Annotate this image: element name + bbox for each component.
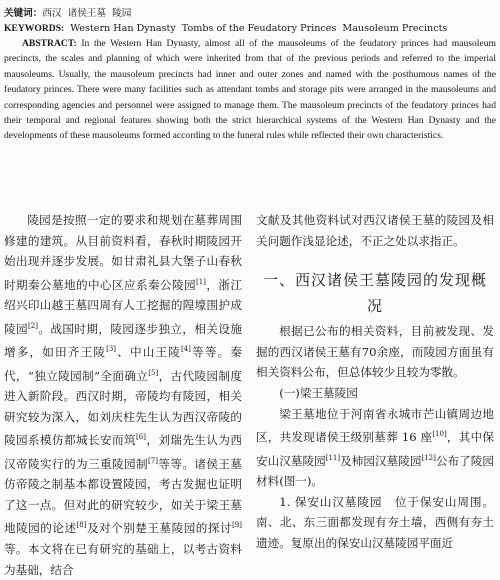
text-run: ，古代陵园制度进入新阶段。西汉时期，帝陵均有陵园，相关研究较为深入，如刘庆柱先生认为西汉帝陵的陵园系模仿都城长安而筑 — [4, 368, 242, 448]
citation: [11] — [325, 453, 341, 462]
keyword-cn-3: 陵园 — [112, 8, 132, 19]
keywords-en — [4, 21, 496, 36]
citation: [8] — [76, 521, 87, 530]
front-matter — [4, 6, 496, 144]
body-paragraph-baoanshan: 1. 保安山汉墓陵园 位于保安山周围。南、北、东三面都发现有夯土墙，西侧有夯土遗迹。复原出的保安山汉墓陵园平面近 — [256, 494, 494, 550]
text-run: 公布了陵园材料(图一)。 — [256, 453, 494, 489]
text-run: ，刘瑞先生认为西汉帝陵实行的为三重陵园制 — [4, 433, 242, 471]
citation: [4] — [181, 345, 191, 354]
text-run: 等等。秦代，“独立陵园制”全面确立 — [4, 345, 242, 383]
section-title: 一、西汉诸侯王墓陵园的发现概况 — [262, 271, 487, 316]
text-run: 。战国时期，陵园逐步独立，相关设施增多，如田齐王陵 — [4, 321, 242, 360]
text-run: ，浙江绍兴印山越王墓四周有人工挖掘的隍壕围护成陵园 — [4, 277, 242, 336]
keywords-cn — [4, 6, 496, 21]
subsection-title: (一)梁王墓陵园 — [279, 385, 358, 400]
citation: [9] — [232, 521, 242, 530]
citation: [2] — [28, 321, 38, 330]
text-run: 、中山王陵 — [116, 345, 181, 360]
citation: [5] — [148, 368, 159, 377]
abstract — [4, 36, 496, 144]
citation: [3] — [106, 345, 117, 354]
keyword-cn-2: 诸侯王墓 — [67, 8, 107, 19]
body-paragraph-continued: 文献及其他资料试对西汉诸侯王墓的陵园及相关问题作浅显论述，不正之处以求指正。 — [256, 213, 494, 248]
citation: [7] — [148, 456, 158, 465]
text-run: 陵园是按照一定的要求和规划在墓葬周围修建的建筑。从目前资料看，春秋时期陵园开始出现并逐步发展。如甘肃礼县大堡子山春秋时期秦公墓地的中心区应系秦公陵园 — [4, 213, 242, 292]
text-run: 梁王墓地位于河南省永城市芒山镇周边地区，共发现诸侯王级别墓葬 16 座 — [256, 406, 494, 445]
keywords-en-label: KEYWORDS: — [4, 23, 65, 34]
citation: [10] — [432, 430, 447, 439]
abstract-text: In the Western Han Dynasty, almost all of the mausoleums of the feudatory princes had mausoleum precincts, the scales and planning of which were inherited from that of the previous periods and referred to the imperial mausoleums. Usually, the mausoleum precincts had inner and outer zones and named with the posthumous names of the feudatory princes. There were many facilities such as attendant tombs and storage pits were arranged in the mausoleums and corresponding agencies and personnel were assigned to manage them. The mausoleum precincts of the feudatory princes had their temporal and regional features showing both the strict hierarchical systems of the Western Han Dynasty and the developments of these mausoleums formed according to the funeral rules while reflected their own characteristics. — [4, 38, 496, 142]
keyword-en-3: Mausoleum Precincts — [342, 23, 448, 34]
text-run: 及柿园汉墓陵园 — [340, 453, 422, 468]
text-run: ，其中保安山汉墓陵园 — [256, 430, 494, 468]
citation: [12] — [421, 453, 436, 462]
text-run: 等等。诸侯王墓仿帝陵之制基本都设置陵园，考古发掘也证明了这一点。但对此的研究较少，如关于梁王墓地陵园的论述 — [4, 456, 242, 536]
citation: [1] — [196, 277, 206, 286]
body-paragraph-liang — [256, 404, 494, 492]
keyword-en-2: Tombs of the Feudatory Princes — [181, 23, 337, 34]
keywords-cn-label: 关键词： — [4, 8, 43, 19]
right-column — [256, 210, 494, 553]
text-run: 及对个别楚王墓陵园的探讨 — [86, 521, 233, 536]
body-paragraph-overview: 根据已公布的相关资料，目前被发现、发掘的西汉诸侯王墓有70余座，而陵园方面虽有相关资料公布，但总体较少且较为零散。 — [256, 324, 494, 380]
keyword-cn-1: 西汉 — [42, 8, 62, 19]
text-run: 等。本文将在已有研究的基础上，以考古资料为基础，结合 — [4, 541, 242, 577]
abstract-label: ABSTRACT: — [22, 38, 77, 49]
keyword-en-1: Western Han Dynasty — [70, 23, 176, 34]
citation: [6] — [136, 433, 146, 442]
